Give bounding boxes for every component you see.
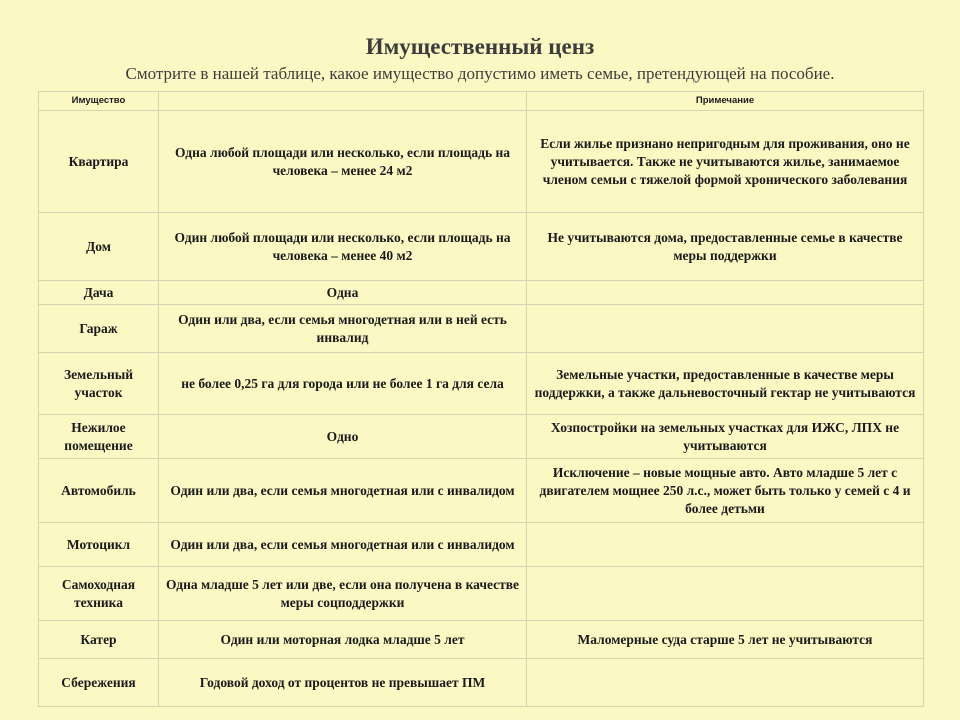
table-row [39, 353, 924, 415]
note-cell [527, 305, 924, 353]
property-cell: Автомобиль [39, 459, 159, 523]
page-subtitle: Смотрите в нашей таблице, какое имущество допустимо иметь семье, претендующей на пособие. [125, 64, 835, 83]
note-cell: Земельные участки, предоставленные в качестве меры поддержки, а также дальневосточный гектар не учитываются [527, 353, 924, 415]
page-title: Имущественный ценз [365, 34, 595, 59]
note-cell: Маломерные суда старше 5 лет не учитываются [527, 621, 924, 659]
property-cell: Дача [39, 281, 159, 305]
table-row [39, 111, 924, 213]
condition-cell: Одно [159, 415, 527, 459]
table-row [39, 281, 924, 305]
condition-cell: Один или два, если семья многодетная или с инвалидом [159, 523, 527, 567]
property-cell: Самоходная техника [39, 567, 159, 621]
note-cell: Хозпостройки на земельных участках для ИЖС, ЛПХ не учитываются [527, 415, 924, 459]
table-row [39, 523, 924, 567]
header-property: Имущество [39, 92, 159, 111]
condition-cell: Одна младше 5 лет или две, если она получена в качестве меры соцподдержки [159, 567, 527, 621]
note-cell: Не учитываются дома, предоставленные семье в качестве меры поддержки [527, 213, 924, 281]
note-cell: Если жилье признано непригодным для проживания, оно не учитывается. Также не учитываются жилье, занимаемое членом семьи с тяжелой формой хронического заболевания [527, 111, 924, 213]
table-row [39, 567, 924, 621]
note-cell [527, 567, 924, 621]
table-row [39, 213, 924, 281]
header-condition [159, 92, 527, 111]
condition-cell: не более 0,25 га для города или не более 1 га для села [159, 353, 527, 415]
property-cell: Нежилое помещение [39, 415, 159, 459]
header-note: Примечание [527, 92, 924, 111]
condition-cell: Один любой площади или несколько, если площадь на человека – менее 40 м2 [159, 213, 527, 281]
table-header-row [39, 92, 924, 111]
condition-cell: Один или два, если семья многодетная или с инвалидом [159, 459, 527, 523]
table-row [39, 459, 924, 523]
property-cell: Дом [39, 213, 159, 281]
table-row [39, 621, 924, 659]
condition-cell: Одна [159, 281, 527, 305]
note-cell: Исключение – новые мощные авто. Авто младше 5 лет с двигателем мощнее 250 л.с., может быть только у семей с 4 и более детьми [527, 459, 924, 523]
property-cell: Квартира [39, 111, 159, 213]
table-row [39, 305, 924, 353]
property-cell: Гараж [39, 305, 159, 353]
note-cell [527, 659, 924, 707]
condition-cell: Одна любой площади или несколько, если площадь на человека – менее 24 м2 [159, 111, 527, 213]
note-cell [527, 281, 924, 305]
condition-cell: Один или два, если семья многодетная или в ней есть инвалид [159, 305, 527, 353]
condition-cell: Один или моторная лодка младше 5 лет [159, 621, 527, 659]
condition-cell: Годовой доход от процентов не превышает ПМ [159, 659, 527, 707]
property-census-table [38, 91, 924, 707]
table-row [39, 659, 924, 707]
property-cell: Мотоцикл [39, 523, 159, 567]
property-cell: Сбережения [39, 659, 159, 707]
note-cell [527, 523, 924, 567]
property-cell: Катер [39, 621, 159, 659]
property-cell: Земельный участок [39, 353, 159, 415]
table-row [39, 415, 924, 459]
